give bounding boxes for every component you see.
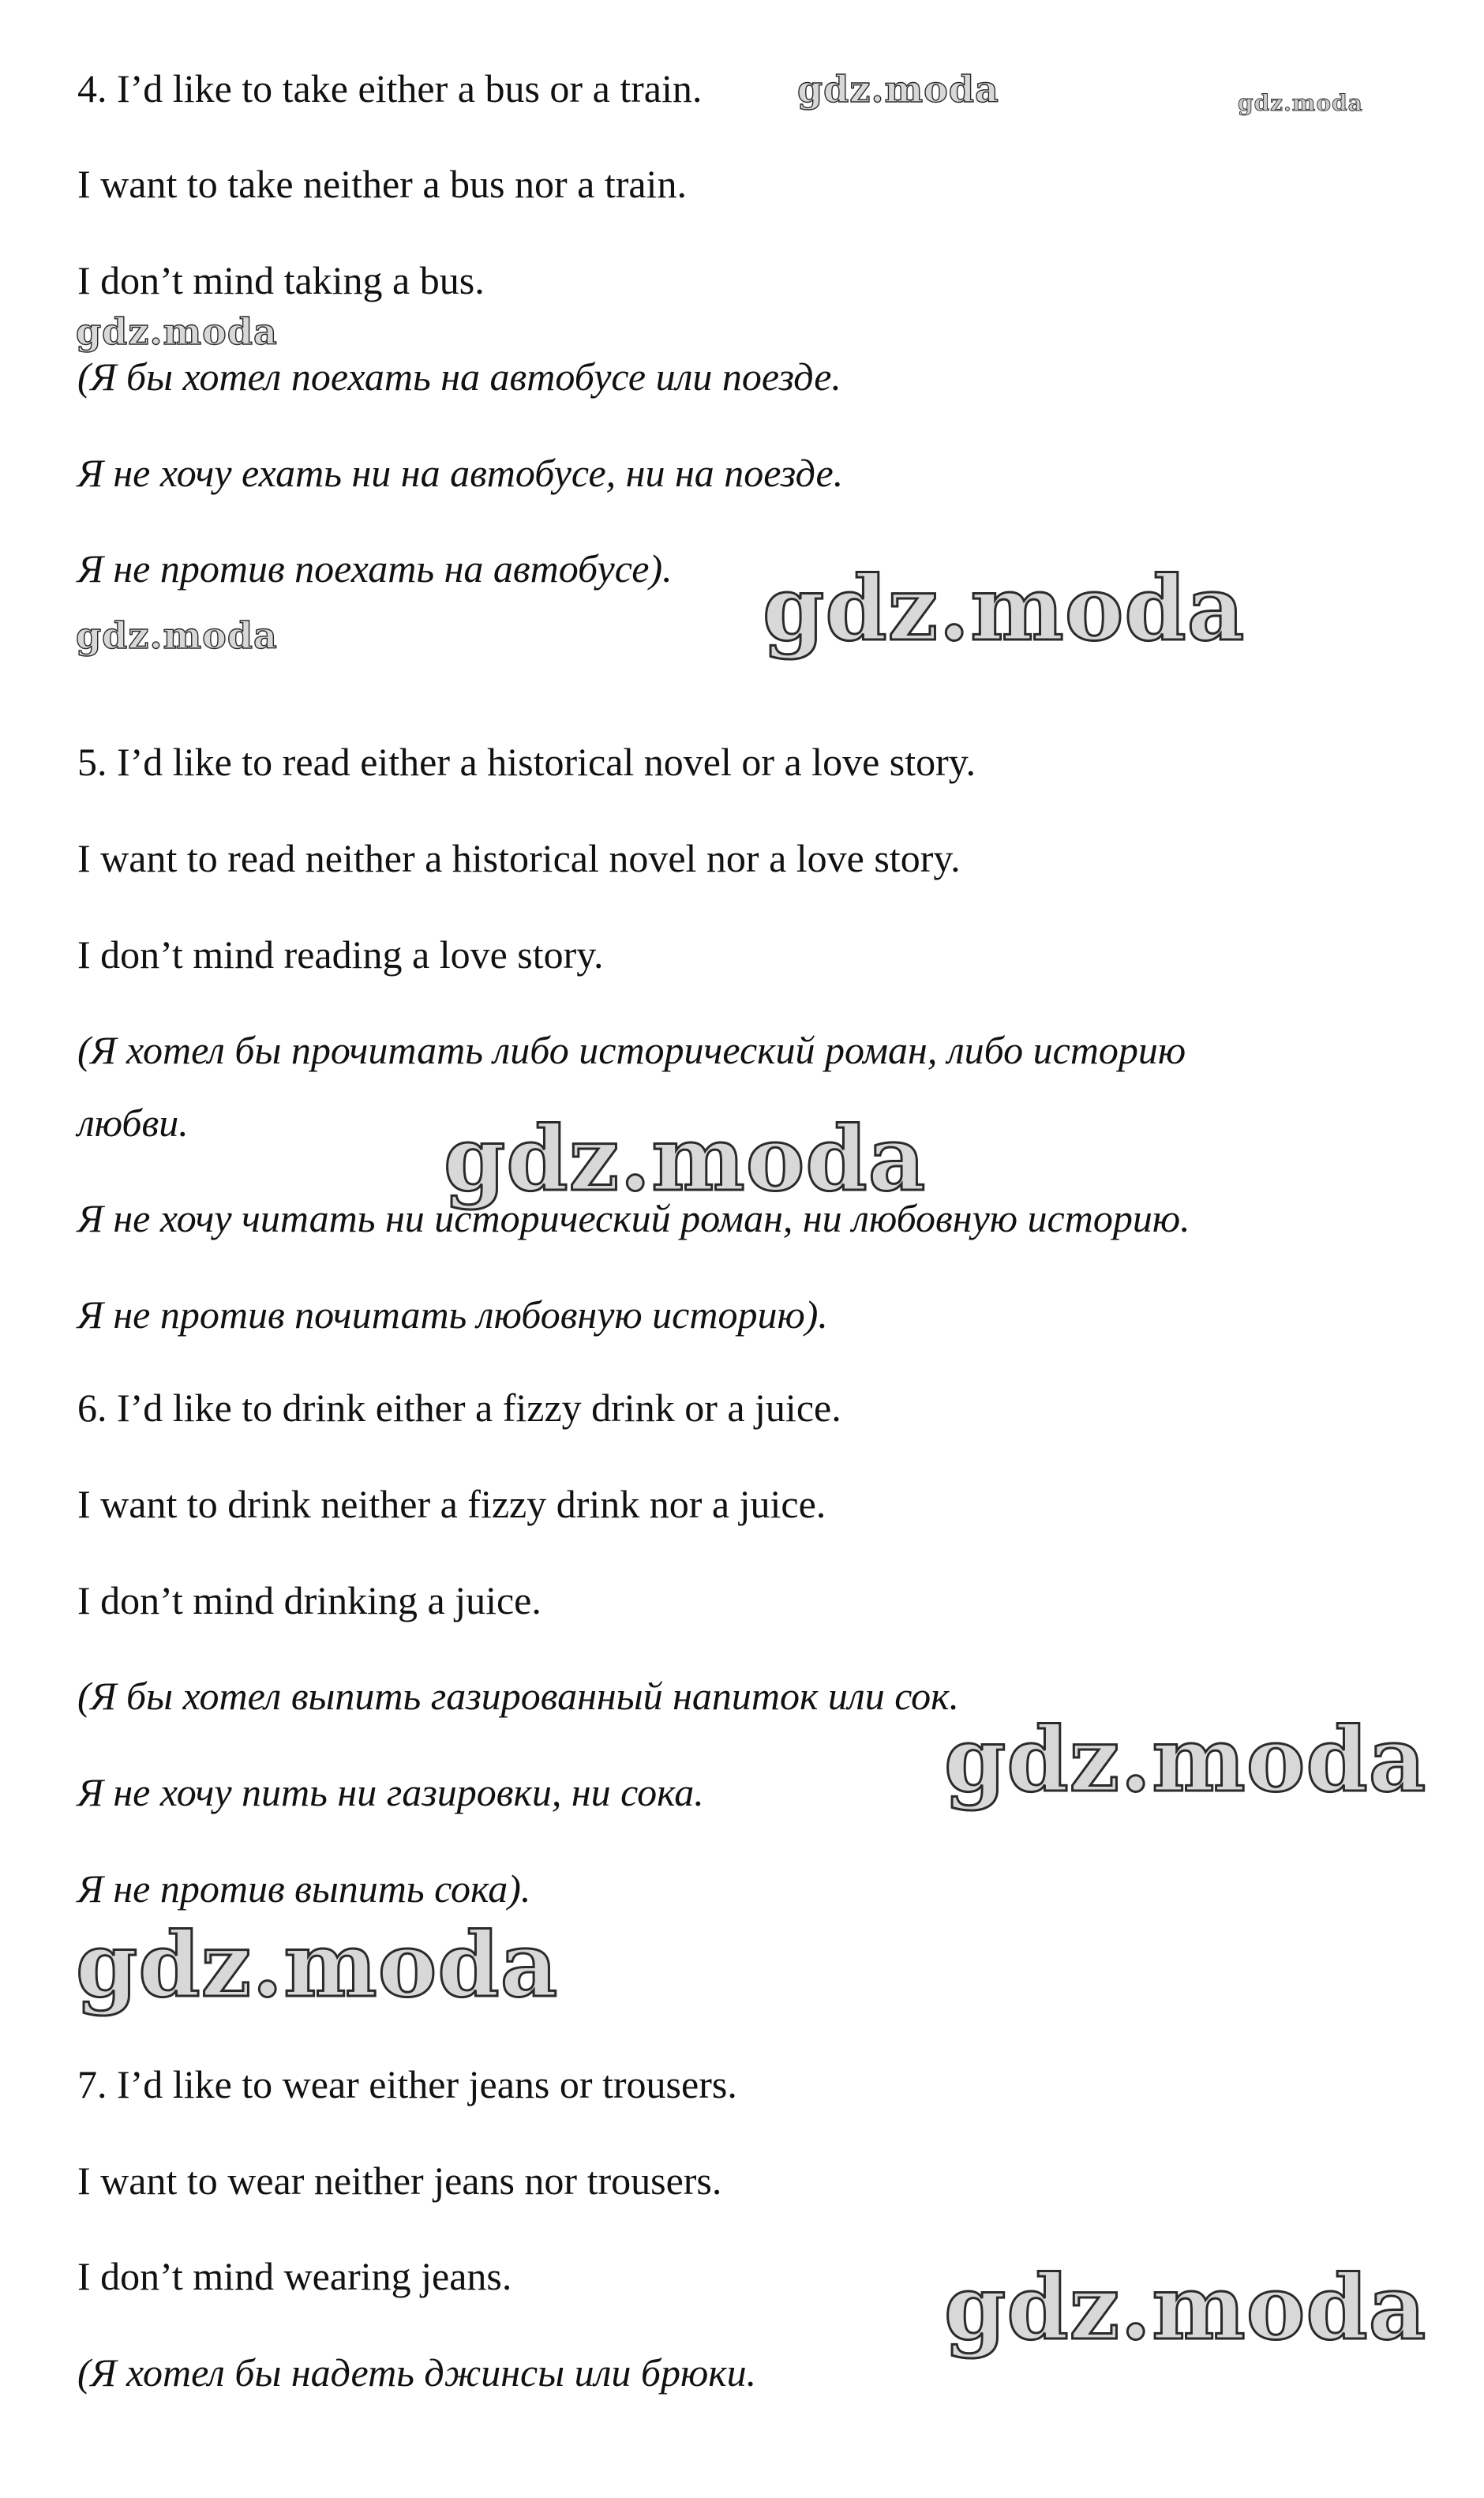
text-line-15: I want to drink neither a fizzy drink nor a juice. xyxy=(77,1482,826,1526)
watermark: gdz.moda xyxy=(797,68,999,111)
text-line-10: (Я хотел бы прочитать либо исторический роман, либо историю xyxy=(77,1028,1186,1072)
watermark: gdz.moda xyxy=(444,1108,927,1211)
watermark: gdz.moda xyxy=(76,310,278,353)
watermark: gdz.moda xyxy=(76,614,278,657)
watermark: gdz.moda xyxy=(1238,90,1363,116)
text-line-19: Я не против выпить сока). xyxy=(77,1866,531,1911)
text-line-2: I want to take neither a bus nor a train. xyxy=(77,162,687,206)
text-line-23: (Я хотел бы надеть джинсы или брюки. xyxy=(77,2350,757,2395)
text-line-6: Я не против поехать на автобусе). xyxy=(77,546,673,591)
text-line-7: 5. I’d like to read either a historical novel or a love story. xyxy=(77,740,976,784)
text-line-12: Я не хочу читать ни исторический роман, ни любовную историю. xyxy=(77,1196,1190,1240)
text-line-1: 4. I’d like to take either a bus or a train. xyxy=(77,66,703,111)
watermark: gdz.moda xyxy=(944,1708,1427,1812)
text-line-16: I don’t mind drinking a juice. xyxy=(77,1578,542,1622)
text-line-11: любви. xyxy=(77,1101,189,1145)
text-line-3: I don’t mind taking a bus. xyxy=(77,258,485,302)
text-line-21: I want to wear neither jeans nor trousers. xyxy=(77,2159,722,2203)
text-line-8: I want to read neither a historical novel nor a love story. xyxy=(77,836,961,880)
text-line-4: (Я бы хотел поехать на автобусе или поезде. xyxy=(77,354,841,399)
text-line-9: I don’t mind reading a love story. xyxy=(77,932,604,977)
text-line-20: 7. I’d like to wear either jeans or trousers. xyxy=(77,2062,737,2106)
text-line-18: Я не хочу пить ни газировки, ни сока. xyxy=(77,1770,704,1814)
text-line-22: I don’t mind wearing jeans. xyxy=(77,2254,512,2298)
text-line-5: Я не хочу ехать ни на автобусе, ни на поезде. xyxy=(77,451,844,495)
text-line-14: 6. I’d like to drink either a fizzy drink or a juice. xyxy=(77,1386,841,1430)
text-line-13: Я не против почитать любовную историю). xyxy=(77,1292,828,1337)
watermark: gdz.moda xyxy=(763,557,1246,661)
text-line-17: (Я бы хотел выпить газированный напиток или сок. xyxy=(77,1674,960,1718)
watermark: gdz.moda xyxy=(944,2256,1427,2360)
watermark: gdz.moda xyxy=(76,1914,559,2017)
